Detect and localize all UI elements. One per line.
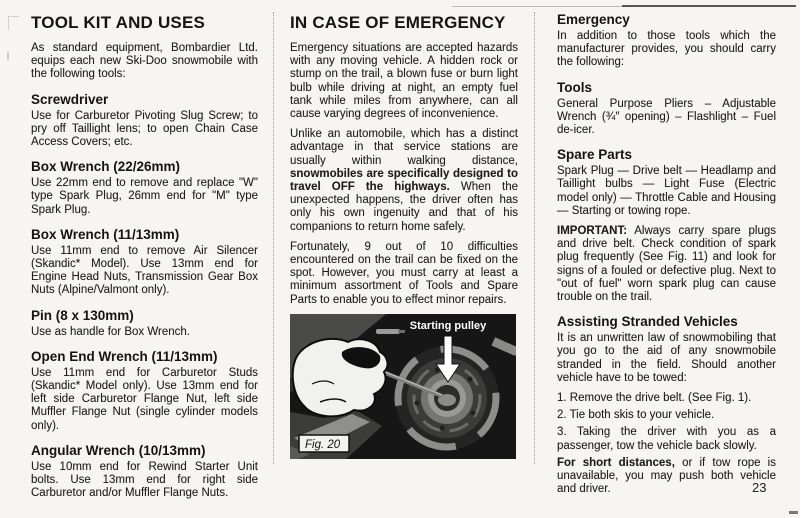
pulley-bolt [468, 376, 473, 381]
spare-parts-paragraph: Spark Plug — Drive belt — Headlamp and Taillight bulbs — Light Fuse (Electric model only) — Throttle Cable and Housing — Starting or towing rope. [557, 165, 776, 217]
tool-section-pin [31, 308, 258, 339]
emergency-paragraph-3: Fortunately, 9 out of 10 difficulties encountered on the trail can be fixed on the spot. However, you must carry at least a minimum assortment of Tools and Spare Parts to enable you to effect minor repairs. [290, 240, 518, 306]
middle-column [290, 13, 518, 459]
assisting-paragraph: It is an unwritten law of snowmobiling that you go to the aid of any snowmobile stranded in the field. Should another vehicle have to be towed: [557, 332, 776, 384]
tool-section-box-wrench-11-13 [31, 227, 258, 298]
towing-step-2: 2. Tie both skis to your vehicle. [557, 409, 715, 422]
towing-step-1: 1. Remove the drive belt. (See Fig. 1). [557, 392, 752, 405]
pulley-bolt [471, 410, 476, 415]
pulley-bolt [440, 425, 445, 430]
scan-line-dark [622, 5, 796, 7]
section-heading: Box Wrench (11/13mm) [31, 226, 180, 242]
short-distances-label: For short distances, [557, 456, 675, 469]
column-divider-right [534, 12, 535, 464]
section-body: Use as handle for Box Wrench. [31, 325, 190, 338]
tools-paragraph: General Purpose Pliers – Adjustable Wrench (¾″ opening) – Flashlight – Fuel de-icer. [557, 97, 776, 137]
tool-section-box-wrench-22-26 [31, 159, 258, 217]
figure-caption: Fig. 20 [305, 438, 341, 451]
emergency-heading: Emergency [557, 12, 630, 27]
bolt-tip [398, 330, 405, 333]
tool-section-open-end-wrench [31, 349, 258, 433]
section-body: Use 11mm end to remove Air Silencer (Skandic* Model). Use 13mm end for Engine Head Nuts, Transmission Gear Box Nuts (Alpine/Valmont only). [31, 244, 258, 297]
important-text: Always carry spare plugs and drive belt. Check condition of spark plug frequently (See Fig. 11) and look for signs of a fouled or defective plug. Next to "out of fuel" worn spark plug can cause trouble on the trail. [557, 225, 776, 304]
middle-column-title: IN CASE OF EMERGENCY [290, 13, 506, 32]
section-body: Use 10mm end for Rewind Starter Unit bolts. Use 13mm end for right side Carburetor and/or Muffler Flange Nuts. [31, 460, 258, 500]
pulley-bolt [415, 400, 420, 405]
important-paragraph [557, 225, 776, 304]
section-body: Use 11mm end for Carburetor Studs (Skandic* Model only). Use 13mm end for left side Carburetor Flange Nut, left side Muffler Flange Nut (single cylinder models only). [31, 366, 258, 432]
section-heading: Screwdriver [31, 91, 109, 107]
left-column [31, 13, 258, 507]
short-distances-paragraph [557, 457, 776, 497]
bolt-shape [376, 329, 400, 334]
section-heading: Box Wrench (22/26mm) [31, 159, 181, 175]
figure-photo [290, 314, 516, 459]
tool-section-angular-wrench [31, 443, 258, 501]
scan-corner-mark [8, 16, 19, 30]
assisting-heading: Assisting Stranded Vehicles [557, 314, 738, 330]
starting-pulley-label: Starting pulley [409, 319, 487, 332]
scan-edge-tick [7, 52, 9, 60]
paragraph-text: When the unexpected happens, the driver often has only his own ingenuity and that of his companions to return home safely. [290, 181, 518, 233]
left-column-title: TOOL KIT AND USES [31, 13, 206, 32]
scan-speck [789, 511, 798, 514]
spare-parts-heading: Spare Parts [557, 147, 633, 163]
left-intro-paragraph: As standard equipment, Bombardier Ltd. equips each new Ski-Doo snowmobile with the following tools: [31, 42, 258, 81]
tool-section-screwdriver [31, 92, 258, 150]
section-heading: Open End Wrench (11/13mm) [31, 348, 218, 364]
emergency-paragraph-2 [290, 128, 518, 234]
short-distances-text: or if tow rope is unavailable, you may push both vehicle and driver. [557, 456, 776, 496]
scan-line-faint [452, 6, 632, 7]
column-divider-left [273, 12, 274, 464]
paragraph-bold-text: snowmobiles are specifically designed to travel OFF the highways. [290, 167, 518, 194]
emergency-paragraph-1: Emergency situations are accepted hazards with any moving vehicle. A hidden rock or stump on the trail, a blown fuse or burn light bulb while driving at night, an empty fuel tank while miles from anywhere, can all cause varying degrees of inconvenience. [290, 42, 518, 121]
section-body: Use for Carburetor Pivoting Slug Screw; to pry off Taillight lens; to open Chain Case Access Covers; etc. [31, 109, 258, 149]
section-body: Use 22mm end to remove and replace "W" type Spark Plug, 26mm end for "M" type Spark Plug. [31, 177, 258, 216]
right-column [557, 12, 776, 503]
towing-step-3: 3. Taking the driver with you as a passenger, tow the vehicle back slowly. [557, 426, 776, 452]
section-heading: Pin (8 x 130mm) [31, 307, 134, 323]
emergency-intro-paragraph: In addition to those tools which the manufacturer provides, you should carry the following: [557, 30, 776, 69]
important-label: IMPORTANT: [557, 225, 628, 238]
page-number: 23 [752, 480, 767, 495]
paragraph-text: Unlike an automobile, which has a distinct advantage in that service stations are usually within walking distance, [290, 128, 518, 167]
section-heading: Angular Wrench (10/13mm) [31, 442, 206, 458]
tools-heading: Tools [557, 79, 592, 95]
figure-20 [290, 314, 516, 459]
